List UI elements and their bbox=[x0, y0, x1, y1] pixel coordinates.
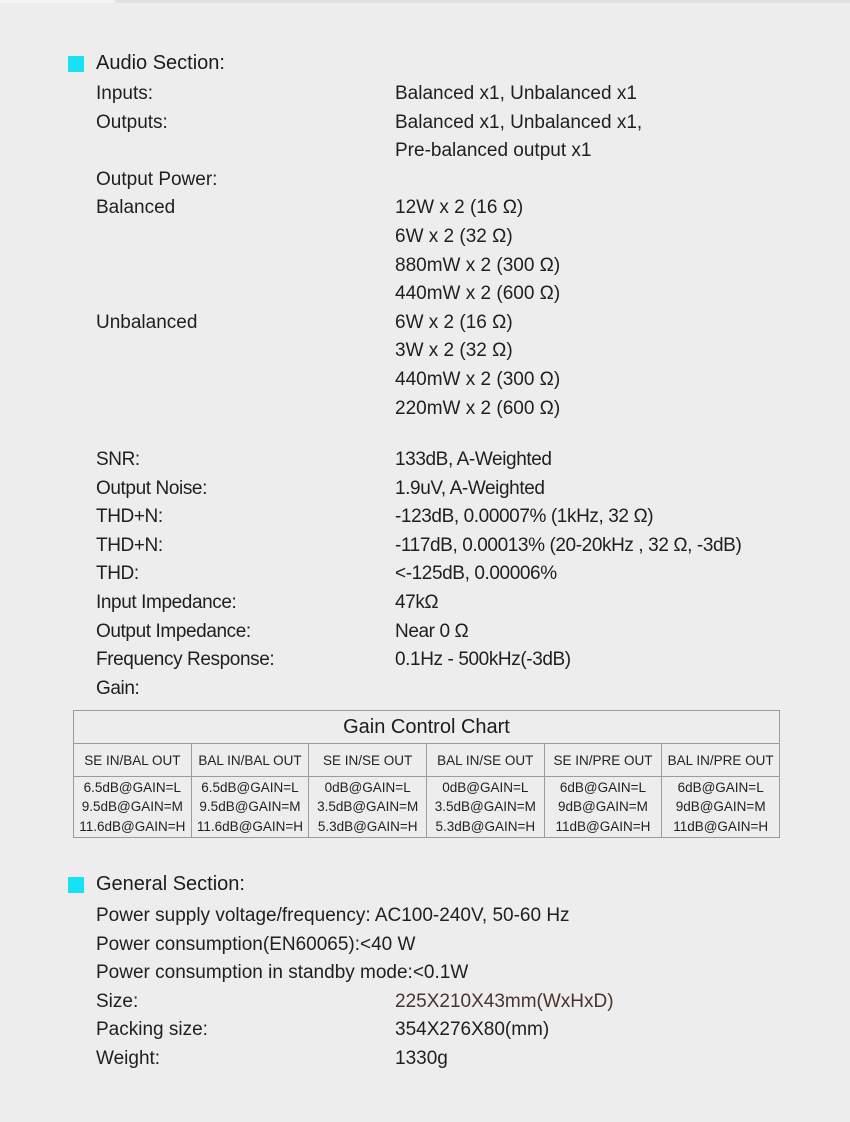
spec-row bbox=[96, 166, 836, 195]
spec-value-line: 6W x 2 (16 Ω) bbox=[395, 311, 513, 333]
gain-table-cell bbox=[74, 777, 192, 838]
gain-table-column-header: BAL IN/SE OUT bbox=[426, 744, 544, 777]
spec-value-line: Balanced x1, Unbalanced x1, bbox=[395, 111, 643, 133]
spec-value-line: 440mW x 2 (300 Ω) bbox=[395, 368, 561, 390]
gain-cell-line: 0dB@GAIN=L bbox=[324, 779, 411, 795]
spec-row bbox=[96, 475, 836, 504]
spec-row bbox=[96, 589, 836, 618]
spec-value bbox=[395, 589, 836, 618]
spec-value-line: -117dB, 0.00013% (20-20kHz , 32 Ω, -3dB) bbox=[395, 534, 742, 556]
spec-value: 354X276X80(mm) bbox=[395, 1019, 550, 1041]
spec-label: Weight: bbox=[96, 1047, 161, 1069]
audio-section-header bbox=[68, 52, 225, 75]
top-edge-light-strip bbox=[0, 0, 115, 3]
gain-cell-line: 11.6dB@GAIN=H bbox=[196, 818, 304, 834]
gain-cell-line: 3.5dB@GAIN=M bbox=[317, 799, 419, 815]
spec-value-line: 6W x 2 (32 Ω) bbox=[395, 225, 513, 247]
spec-label: Output Noise: bbox=[96, 477, 207, 499]
spec-value: 1330g bbox=[395, 1047, 448, 1069]
spec-row bbox=[96, 1016, 836, 1045]
spec-row bbox=[96, 80, 836, 109]
gain-cell-line: 6.5dB@GAIN=L bbox=[201, 779, 299, 795]
spec-value bbox=[395, 475, 836, 504]
spec-value-size: 225X210X43mm(WxHxD) bbox=[395, 990, 614, 1012]
gain-cell-line: 9.5dB@GAIN=M bbox=[199, 799, 301, 815]
spec-value-line: 220mW x 2 (600 Ω) bbox=[395, 397, 561, 419]
gain-table-cell bbox=[426, 777, 544, 838]
spec-label: Outputs: bbox=[96, 111, 168, 133]
spec-value bbox=[395, 646, 836, 675]
spec-value-line: Near 0 Ω bbox=[395, 620, 469, 642]
spec-value bbox=[395, 80, 836, 109]
spec-label: Output Impedance: bbox=[96, 620, 251, 642]
gain-table-title: Gain Control Chart bbox=[74, 711, 780, 744]
gain-cell-line: 5.3dB@GAIN=H bbox=[435, 818, 536, 834]
spec-label: Inputs: bbox=[96, 83, 154, 104]
gain-table-cell bbox=[309, 777, 427, 838]
gain-cell-line: 11dB@GAIN=H bbox=[673, 818, 769, 834]
gain-cell-line: 5.3dB@GAIN=H bbox=[317, 818, 418, 834]
spec-label: THD+N: bbox=[96, 534, 163, 556]
spec-row bbox=[96, 503, 836, 532]
gain-cell-line: 6dB@GAIN=L bbox=[559, 779, 647, 795]
cyan-square-bullet-icon bbox=[68, 877, 84, 893]
gain-table-column-header: SE IN/SE OUT bbox=[309, 744, 427, 777]
gain-table-column-header: BAL IN/PRE OUT bbox=[662, 744, 780, 777]
gain-table-column-header: SE IN/BAL OUT bbox=[74, 744, 192, 777]
spec-value-line: 3W x 2 (32 Ω) bbox=[395, 340, 513, 362]
general-line: Power consumption(EN60065):<40 W bbox=[96, 933, 416, 955]
spec-value-line: Pre-balanced output x1 bbox=[395, 140, 592, 162]
gain-table-column-header: SE IN/PRE OUT bbox=[544, 744, 662, 777]
audio-spec-block-1 bbox=[96, 80, 836, 423]
spec-value bbox=[395, 560, 836, 589]
gain-cell-line: 6.5dB@GAIN=L bbox=[83, 779, 182, 795]
general-section-header bbox=[68, 873, 245, 896]
gain-cell-line: 9.5dB@GAIN=M bbox=[81, 799, 183, 815]
spec-value-line: 1.9uV, A-Weighted bbox=[395, 477, 545, 499]
general-spec-block bbox=[96, 902, 836, 1074]
spec-value-line: 47kΩ bbox=[395, 591, 439, 613]
spec-value bbox=[395, 194, 836, 308]
spec-row bbox=[96, 646, 836, 675]
spec-row bbox=[96, 446, 836, 475]
spec-label: THD: bbox=[96, 563, 139, 585]
spec-row bbox=[96, 560, 836, 589]
spec-row bbox=[96, 109, 836, 166]
general-line: Power supply voltage/frequency: AC100-240V, 50-60 Hz bbox=[96, 905, 570, 926]
gain-table-header-row bbox=[74, 744, 780, 777]
cyan-square-bullet-icon bbox=[68, 56, 84, 72]
spec-value-line: 12W x 2 (16 Ω) bbox=[395, 197, 524, 219]
spec-label: Balanced bbox=[96, 197, 176, 219]
spec-row bbox=[96, 194, 836, 308]
gain-table-body-row bbox=[74, 777, 780, 838]
gain-table-cell bbox=[544, 777, 662, 838]
spec-value bbox=[395, 532, 836, 561]
gain-cell-line: 6dB@GAIN=L bbox=[677, 779, 764, 795]
gain-cell-line: 0dB@GAIN=L bbox=[442, 779, 529, 795]
spec-label: Unbalanced bbox=[96, 311, 198, 333]
spec-value-line: 0.1Hz - 500kHz(-3dB) bbox=[395, 649, 571, 671]
spec-label: Gain: bbox=[96, 677, 140, 699]
spec-value-line: -123dB, 0.00007% (1kHz, 32 Ω) bbox=[395, 506, 654, 528]
gain-table-title-row bbox=[74, 711, 780, 744]
general-section-title: General Section: bbox=[96, 873, 245, 895]
spec-row bbox=[96, 675, 836, 704]
spec-value-line: 880mW x 2 (300 Ω) bbox=[395, 254, 561, 276]
spec-value bbox=[395, 309, 836, 423]
gain-control-table bbox=[73, 710, 780, 838]
audio-section-title: Audio Section: bbox=[96, 52, 225, 74]
spec-label: Size: bbox=[96, 990, 139, 1012]
spec-value-line: <-125dB, 0.00006% bbox=[395, 563, 557, 585]
audio-spec-block-2 bbox=[96, 446, 836, 703]
spec-row bbox=[96, 309, 836, 423]
spec-row bbox=[96, 1045, 836, 1074]
gain-table-column-header: BAL IN/BAL OUT bbox=[191, 744, 309, 777]
spec-label: THD+N: bbox=[96, 506, 163, 528]
spec-label: Input Impedance: bbox=[96, 591, 237, 613]
spec-value bbox=[395, 109, 836, 166]
gain-cell-line: 9dB@GAIN=M bbox=[675, 799, 766, 815]
gain-cell-line: 9dB@GAIN=M bbox=[558, 799, 648, 815]
spec-value-line: 440mW x 2 (600 Ω) bbox=[395, 283, 561, 305]
spec-label: SNR: bbox=[96, 449, 140, 470]
spec-value bbox=[395, 618, 836, 647]
gain-cell-line: 3.5dB@GAIN=M bbox=[434, 799, 536, 815]
general-line: Power consumption in standby mode:<0.1W bbox=[96, 962, 469, 984]
spec-label: Packing size: bbox=[96, 1019, 208, 1041]
spec-value-line: 133dB, A-Weighted bbox=[395, 449, 552, 470]
top-edge-dark-strip bbox=[115, 0, 850, 3]
gain-cell-line: 11.6dB@GAIN=H bbox=[79, 818, 186, 834]
gain-table-cell bbox=[662, 777, 780, 838]
gain-cell-line: 11dB@GAIN=H bbox=[555, 818, 651, 834]
spec-row bbox=[96, 532, 836, 561]
spec-row bbox=[96, 618, 836, 647]
gain-table-cell bbox=[191, 777, 309, 838]
spec-value bbox=[395, 446, 836, 475]
spec-value-line: Balanced x1, Unbalanced x1 bbox=[395, 83, 637, 104]
spec-label: Output Power: bbox=[96, 168, 218, 190]
spec-label: Frequency Response: bbox=[96, 649, 275, 671]
spec-value bbox=[395, 503, 836, 532]
spec-row bbox=[96, 988, 836, 1017]
